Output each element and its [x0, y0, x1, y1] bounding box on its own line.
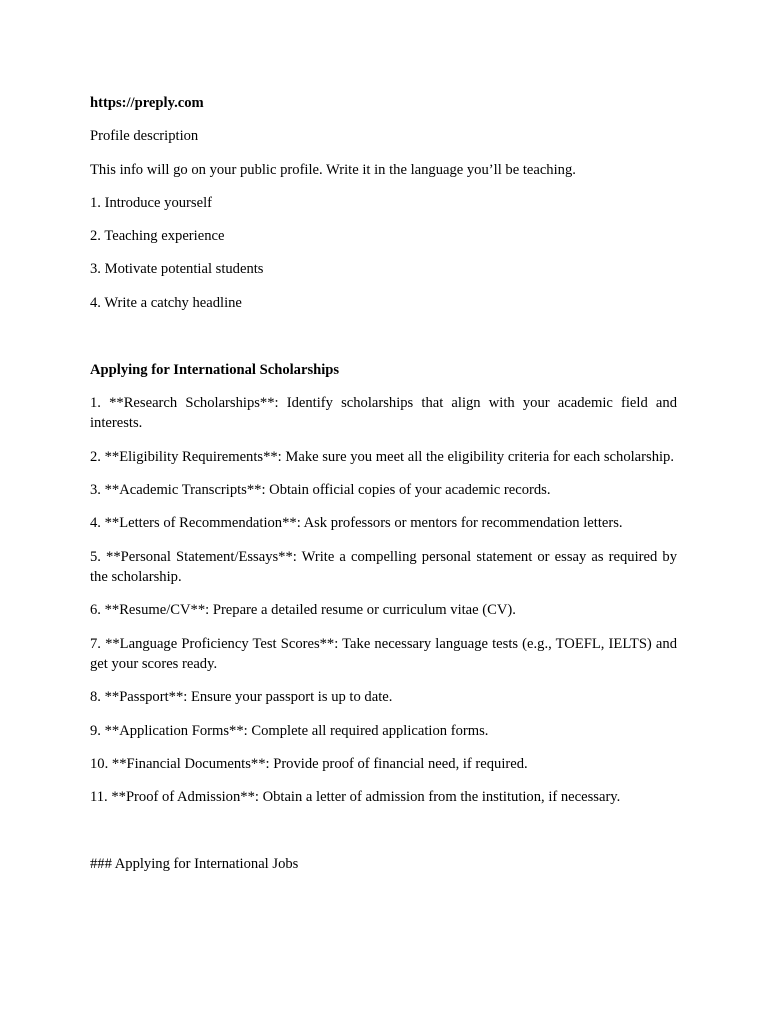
profile-step: 1. Introduce yourself [90, 194, 212, 211]
preply-link: https://preply.com [90, 95, 204, 111]
section-gap [90, 821, 677, 855]
jobs-heading: ### Applying for International Jobs [90, 856, 299, 873]
scholarship-item: 2. **Eligibility Requirements**: Make sure you meet all the eligibility criteria for each scholarship. [90, 448, 674, 465]
scholarship-item: 5. **Personal Statement/Essays**: Write a compelling personal statement or essay as required by the scholarship. [90, 548, 677, 586]
scholarship-item: 8. **Passport**: Ensure your passport is up to date. [90, 689, 393, 706]
document-page [90, 93, 677, 887]
scholarship-item: 6. **Resume/CV**: Prepare a detailed resume or curriculum vitae (CV). [90, 602, 516, 619]
scholarship-item: 3. **Academic Transcripts**: Obtain official copies of your academic records. [90, 481, 551, 498]
scholarship-item: 7. **Language Proficiency Test Scores**: Take necessary language tests (e.g., TOEFL, IELTS) and get your scores ready. [90, 635, 677, 673]
profile-step: 3. Motivate potential students [90, 261, 264, 278]
profile-info-text: This info will go on your public profile. Write it in the language you’ll be teaching. [90, 161, 576, 178]
scholarship-item: 4. **Letters of Recommendation**: Ask professors or mentors for recommendation letters. [90, 515, 623, 532]
scholarship-item: 11. **Proof of Admission**: Obtain a letter of admission from the institution, if necessary. [90, 789, 621, 806]
scholarship-item: 1. **Research Scholarships**: Identify scholarships that align with your academic field and interests. [90, 394, 677, 432]
scholarships-heading: Applying for International Scholarships [90, 361, 340, 378]
profile-description-title: Profile description [90, 128, 199, 145]
scholarship-item: 10. **Financial Documents**: Provide proof of financial need, if required. [90, 756, 528, 773]
profile-step: 4. Write a catchy headline [90, 294, 242, 311]
scholarship-item: 9. **Application Forms**: Complete all required application forms. [90, 722, 489, 739]
profile-step: 2. Teaching experience [90, 228, 225, 245]
section-gap [90, 326, 677, 360]
